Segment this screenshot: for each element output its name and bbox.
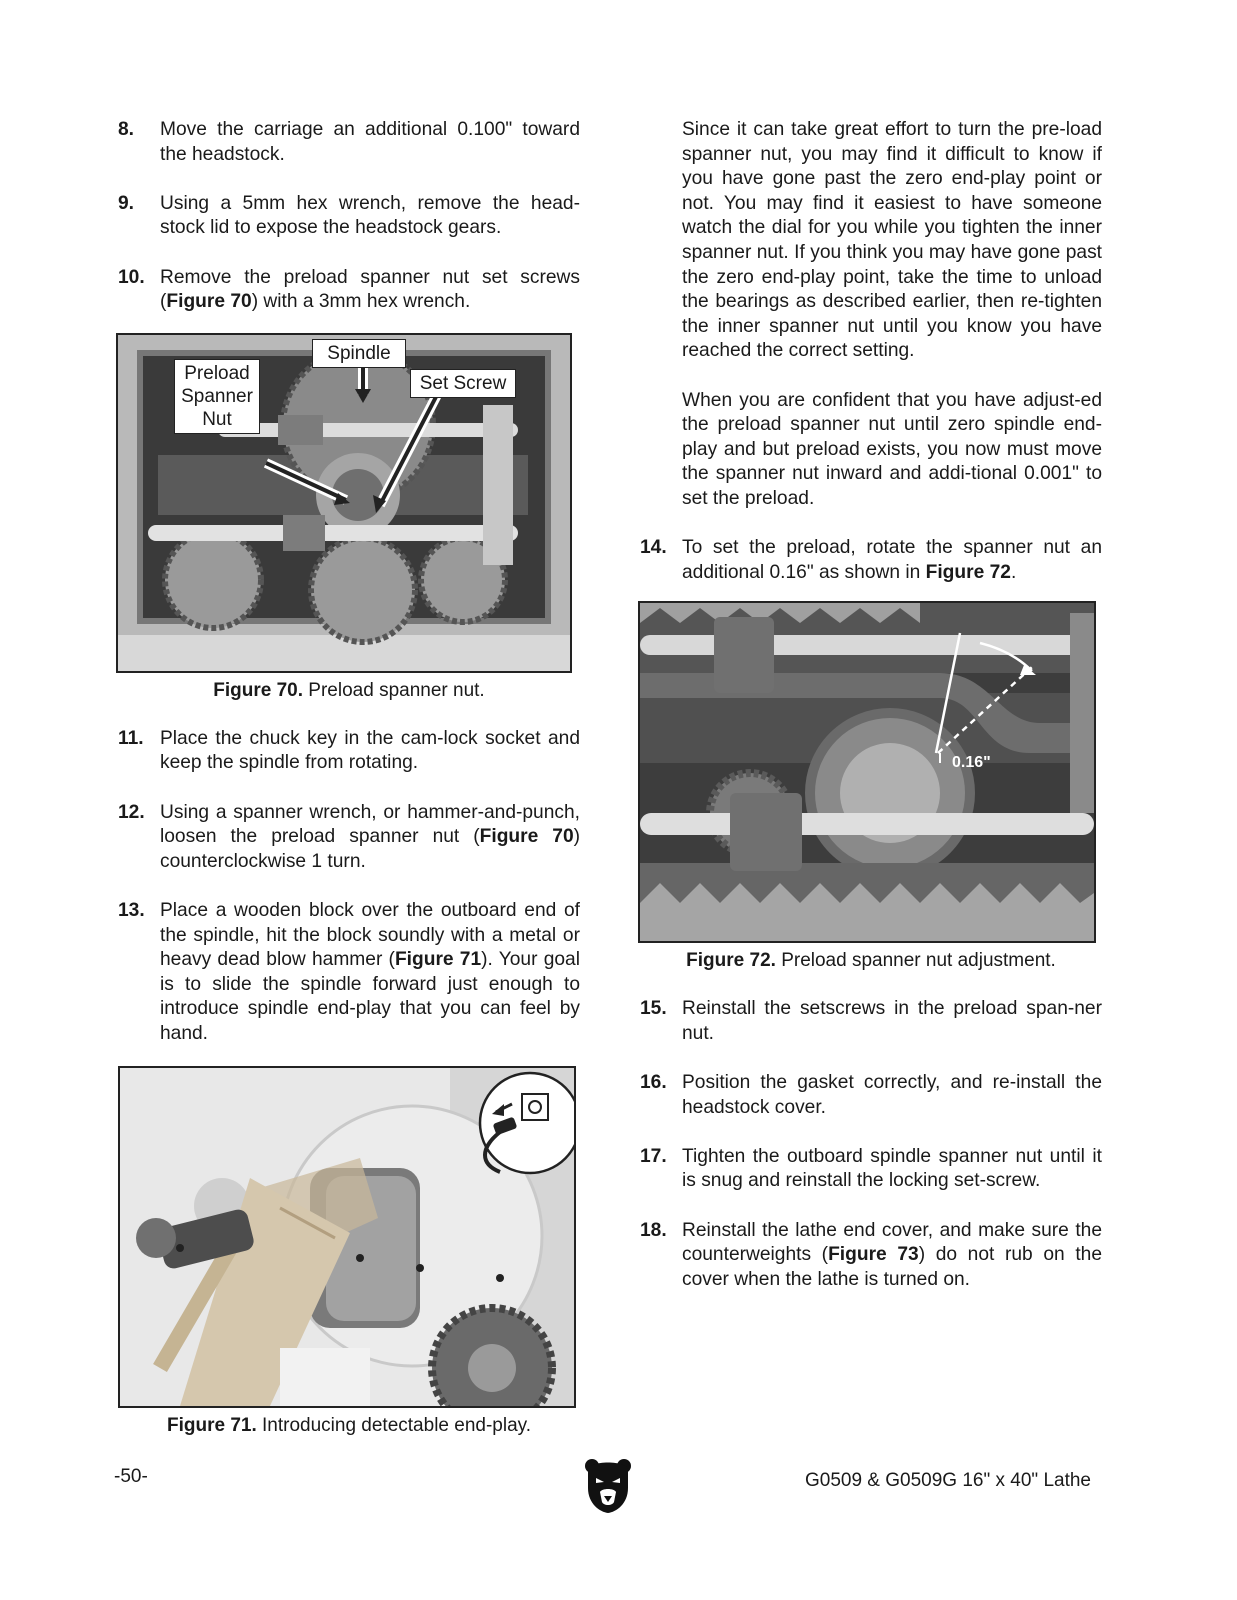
step-13 <box>118 899 580 1047</box>
step-text: Remove the preload spanner nut set screws ( <box>160 266 580 313</box>
paragraph-preload-difficulty: Since it can take great effort to turn the pre-load spanner nut, you may find it difficult to know if you have gone past the zero end-play point or not. You may find it easiest to have someone watch the dial for you while you tighten the inner spanner nut. If you think you may have gone past the zero end-play point, take the time to unload the bearings as described earlier, then re-tighten the inner spanner nut until you know you have reached the correct setting. <box>682 119 1102 362</box>
step-number: 11. <box>118 727 144 749</box>
step-number: 9. <box>118 192 135 214</box>
step-text: Tighten the outboard spindle spanner nut until it is snug and reinstall the locking set-screw. <box>682 1145 1102 1192</box>
manual-title: G0509 & G0509G 16" x 40" Lathe <box>804 1470 1091 1491</box>
figure-70-photo <box>116 333 572 673</box>
step-text: To set the preload, rotate the spanner nut an additional 0.16" as shown in <box>682 537 1102 583</box>
step-text: Place a wooden block over the outboard end of the spindle, hit the block soundly with a metal or heavy dead blow hammer ( <box>160 899 580 971</box>
step-10 <box>118 266 580 315</box>
figure-70-caption <box>118 679 580 703</box>
step-9 <box>118 192 580 241</box>
step-number: 14. <box>640 537 667 559</box>
left-column <box>118 118 580 1438</box>
step-text: Move the carriage an additional 0.100" toward the headstock. <box>160 119 580 165</box>
step-18 <box>640 1219 1102 1293</box>
step-text: ). Your goal is to slide the spindle forward just enough to introduce spindle end-play that you can feel by hand. <box>160 949 580 1044</box>
callout-spindle: Spindle <box>312 339 406 368</box>
step-text: ) counterclockwise 1 turn. <box>160 826 581 872</box>
figure-72-caption <box>640 949 1102 973</box>
step-text: Reinstall the lathe end cover, and make sure the counterweights ( <box>682 1219 1102 1266</box>
figure-ref: Figure 72 <box>925 561 1011 583</box>
spanner-nut-adjustment-illustration <box>640 603 1094 941</box>
caption-label: Figure 70. <box>213 679 304 701</box>
caption-text: Preload spanner nut adjustment. <box>775 950 1056 972</box>
step-12 <box>118 801 580 875</box>
step-text: Reinstall the setscrews in the preload span-ner nut. <box>682 998 1102 1044</box>
step-number: 13. <box>118 899 145 921</box>
caption-label: Figure 72. <box>686 950 776 972</box>
step-number: 16. <box>640 1072 667 1094</box>
caption-label: Figure 71. <box>166 1415 257 1437</box>
step-text: Using a 5mm hex wrench, remove the head-stock lid to expose the headstock gears. <box>160 192 580 239</box>
step-number: 8. <box>118 119 135 140</box>
step-15 <box>640 997 1102 1046</box>
figure-71-caption <box>118 1414 580 1438</box>
figure-ref: Figure 70 <box>479 826 574 848</box>
figure-71-photo <box>118 1066 576 1408</box>
step-number: 17. <box>640 1145 667 1167</box>
step-text: Using a spanner wrench, or hammer-and-punch, loosen the preload spanner nut ( <box>160 801 580 848</box>
paragraph-confident-adjust: When you are confident that you have adjust-ed the preload spanner nut until zero spindle end-play and but preload exists, you now must move the spanner nut inward and addi-tional 0.001" to set the preload. <box>682 389 1102 509</box>
step-17 <box>640 1145 1102 1194</box>
step-text: ) do not rub on the cover when the lathe is turned on. <box>682 1244 1102 1290</box>
step-11 <box>118 727 580 776</box>
step-text: Position the gasket correctly, and re-install the headstock cover. <box>682 1072 1102 1118</box>
hammer-on-spindle-illustration <box>120 1068 574 1406</box>
step-16 <box>640 1071 1102 1120</box>
angle-label: 0.16" <box>952 754 991 772</box>
grizzly-bear-logo-icon <box>584 1458 632 1519</box>
step-number: 10. <box>118 266 145 288</box>
figure-72-photo <box>638 601 1096 943</box>
callout-set-screw: Set Screw <box>410 369 516 398</box>
right-column <box>640 118 1102 1292</box>
figure-ref: Figure 70 <box>166 291 252 313</box>
step-number: 12. <box>118 801 145 823</box>
page-number: -50- <box>114 1466 148 1487</box>
step-text: Place the chuck key in the cam-lock socket and keep the spindle from rotating. <box>160 727 580 774</box>
step-text: ) with a 3mm hex wrench. <box>251 291 471 313</box>
step-number: 15. <box>640 998 667 1020</box>
caption-text: Preload spanner nut. <box>303 679 485 701</box>
caption-text: Introducing detectable end-play. <box>256 1415 532 1437</box>
step-number: 18. <box>640 1219 667 1241</box>
step-text: . <box>1010 561 1017 583</box>
figure-ref: Figure 73 <box>828 1244 919 1266</box>
step-8 <box>118 118 580 167</box>
figure-ref: Figure 71 <box>394 949 482 971</box>
step-14 <box>640 536 1102 585</box>
callout-preload-spanner-nut: Preload Spanner Nut <box>174 359 260 434</box>
